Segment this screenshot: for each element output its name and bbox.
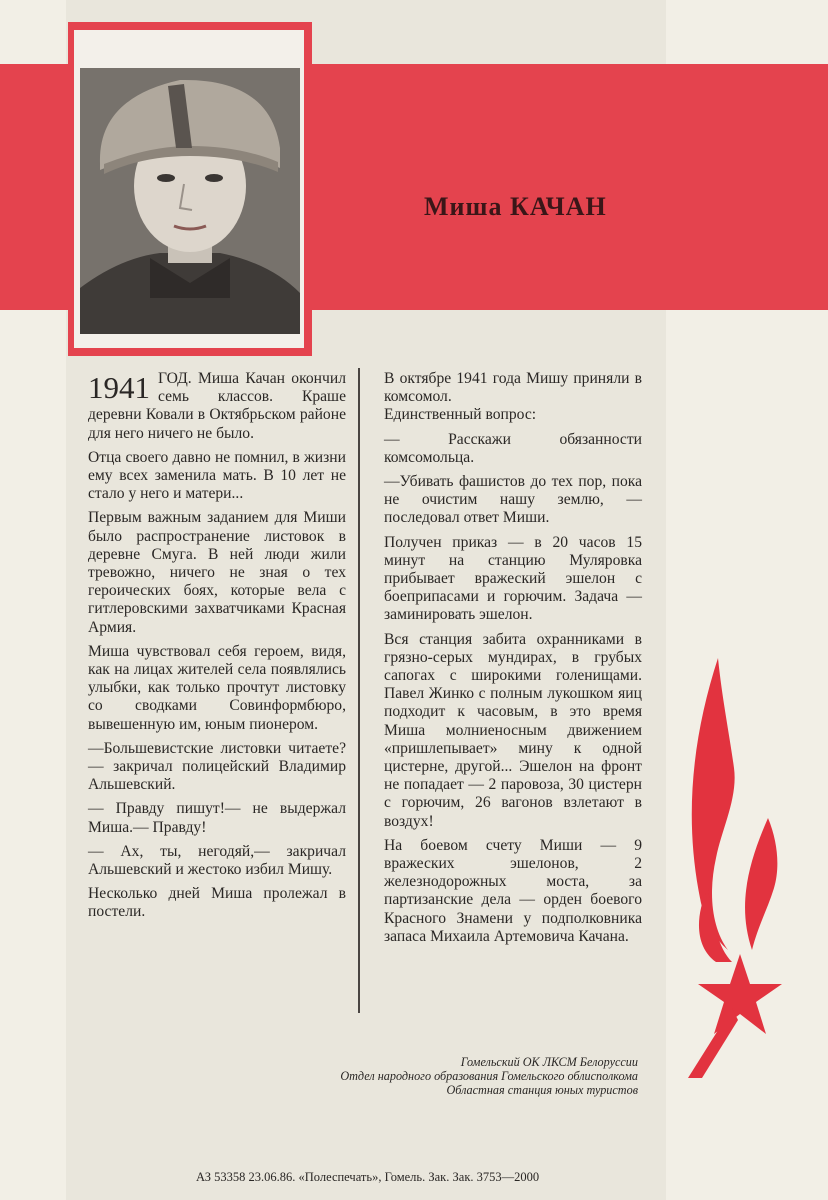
page-title: Миша КАЧАН [424, 192, 607, 221]
paragraph: Миша чувствовал себя героем, видя, как на лицах жителей села появлялись улыбки, как только прочтут листовку со сводками Совинформбюро, вывешенную им, юным пионером. [88, 642, 346, 733]
paragraph: — Ах, ты, негодяй,— закричал Альшевский и жестоко избил Мишу. [88, 842, 346, 879]
paragraph: — Расскажи обязанности комсомольца. [384, 430, 642, 466]
drop-year: 1941 [88, 370, 150, 405]
paragraph: Вся станция забита охранниками в грязно-серых мундирах, в грубых сапогах с широкими голенищами. Павел Жинко с полным лукошком яиц подходит к часовым, в это время Миша молниеносным движением «пришлепывает» мину к одной цистерне, другой... Эшелон на фронт не попадает — 2 паровоза, 30 цистерн с горючим, 26 вагонов взлетают в воздух! [384, 630, 642, 830]
column-divider [358, 368, 360, 1013]
paragraph: — Правду пишут!— не выдержал Миша.— Правду! [88, 800, 346, 836]
credit-line: Гомельский ОК ЛКСМ Белоруссии [460, 1055, 638, 1069]
paragraph: Первым важным заданием для Миши было распространение листовок в деревне Смуга. В ней люди жили тревожно, ничего не зная о тех героических боях, которые вела с гитлеровскими захватчиками Красная Армия. [88, 509, 346, 636]
left-text-column [88, 370, 346, 928]
print-imprint: АЗ 53358 23.06.86. «Полеспечать», Гомель. Зак. Зак. 3753—2000 [196, 1170, 540, 1184]
paragraph-text: ГОД. Миша Качан окончил семь классов. Краше деревни Ковали в Октябрьском районе для него ничего не было. [88, 370, 346, 442]
paragraph: На боевом счету Миши — 9 вражеских эшелонов, 2 железнодорожных моста, за партизанские дела — орден боевого Красного Знамени у подполковника запаса Михаила Артемовича Качана. [384, 836, 642, 945]
publisher-credits [340, 1055, 638, 1097]
paragraph: Получен приказ — в 20 часов 15 минут на станцию Муляровка прибывает вражеский эшелон с боеприпасами и горючим. Задача — заминировать эшелон. [384, 533, 642, 624]
portrait-illustration [80, 68, 300, 334]
portrait-photo [80, 68, 300, 334]
credit-line: Областная станция юных туристов [446, 1083, 638, 1097]
right-text-column [384, 370, 642, 952]
paragraph: Отца своего давно не помнил, в жизни ему всех заменила мать. В 10 лет не стало у него и матери... [88, 448, 346, 503]
paragraph: Единственный вопрос: [384, 406, 537, 424]
paragraph: В октябре 1941 года Мишу приняли в комсомол. [384, 370, 642, 406]
eternal-flame-star-icon [682, 658, 792, 1078]
paragraph: —Большевистские листовки читаете?— закричал полицейский Владимир Альшевский. [88, 739, 346, 794]
paragraph [88, 370, 346, 443]
paragraph: Несколько дней Миша пролежал в постели. [88, 885, 346, 921]
paragraph: —Убивать фашистов до тех пор, пока не очистим нашу землю, — последовал ответ Миши. [384, 473, 642, 527]
credit-line: Отдел народного образования Гомельского облисполкома [340, 1069, 638, 1083]
